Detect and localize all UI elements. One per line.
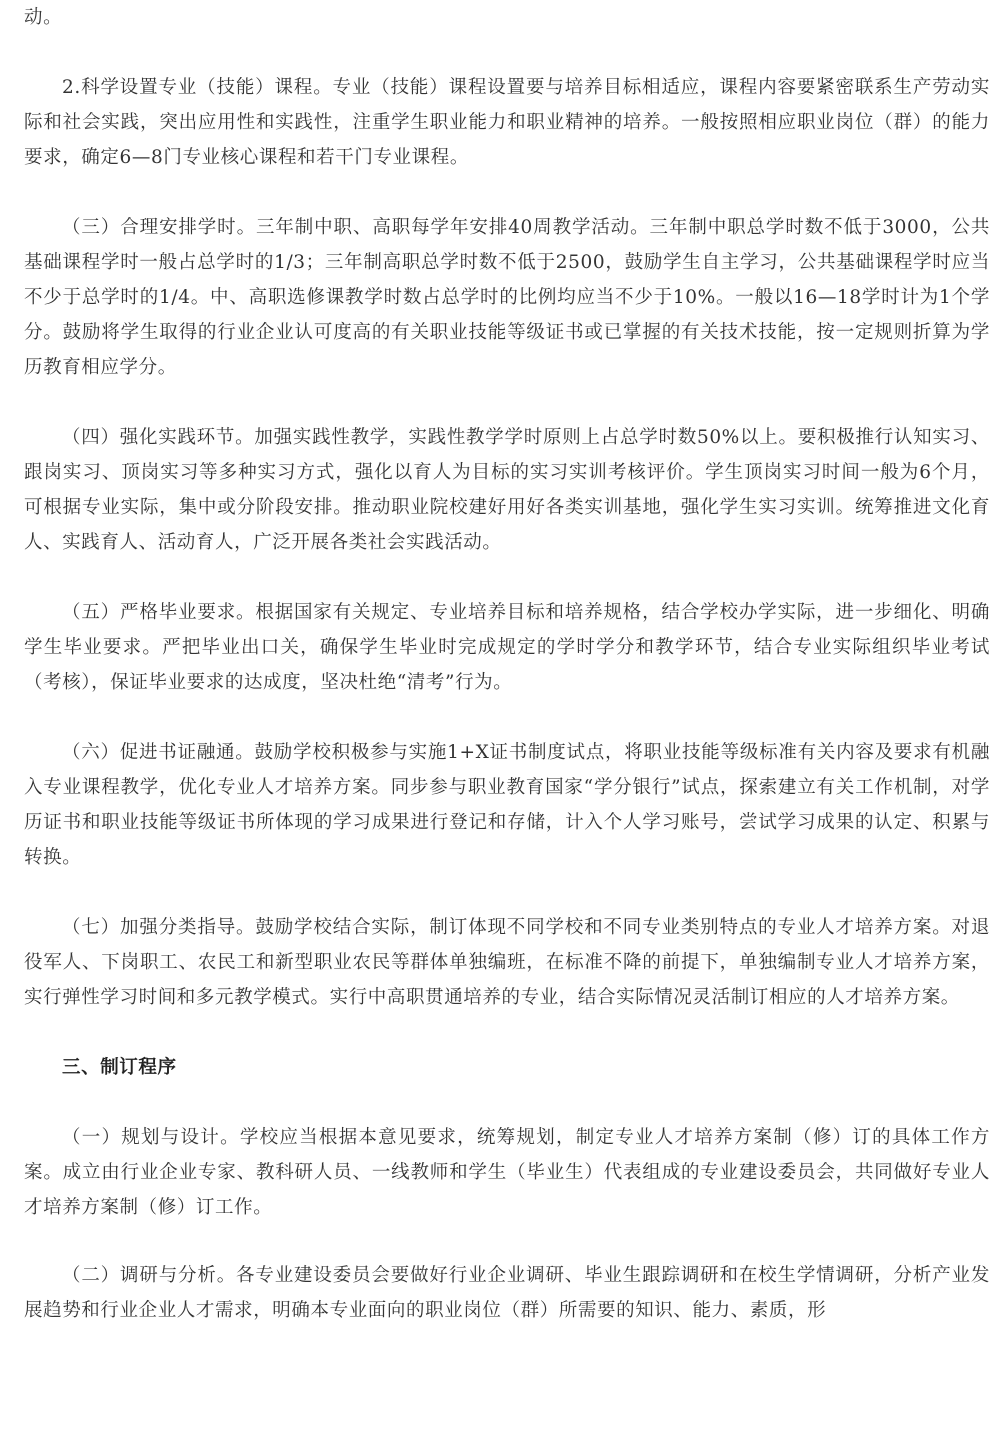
paragraph-graduation: （五）严格毕业要求。根据国家有关规定、专业培养目标和培养规格，结合学校办学实际，进一步细化、明确学生毕业要求。严把毕业出口关，确保学生毕业时完成规定的学时学分和教学环节，结合专业实际组织毕业考试（考核），保证毕业要求的达成度，坚决杜绝“清考”行为。 [24,602,990,693]
paragraph-continuation: 动。 [24,7,63,28]
section-heading: 三、制订程序 [62,1057,177,1078]
paragraph-practice: （四）强化实践环节。加强实践性教学，实践性教学学时原则上占总学时数50%以上。要积极推行认知实习、跟岗实习、顶岗实习等多种实习方式，强化以育人为目标的实习实训考核评价。学生顶岗实习时间一般为6个月，可根据专业实际，集中或分阶段安排。推动职业院校建好用好各类实训基地，强化学生实习实训。统筹推进文化育人、实践育人、活动育人，广泛开展各类社会实践活动。 [24,427,990,553]
paragraph-professional-courses: 2.科学设置专业（技能）课程。专业（技能）课程设置要与培养目标相适应，课程内容要紧密联系生产劳动实际和社会实践，突出应用性和实践性，注重学生职业能力和职业精神的培养。一般按照相应职业岗位（群）的能力要求，确定6—8门专业核心课程和若干门专业课程。 [24,77,990,168]
document-page [24,0,990,1328]
paragraph-certificates: （六）促进书证融通。鼓励学校积极参与实施1+X证书制度试点，将职业技能等级标准有关内容及要求有机融入专业课程教学，优化专业人才培养方案。同步参与职业教育国家“学分银行”试点，探索建立有关工作机制，对学历证书和职业技能等级证书所体现的学习成果进行登记和存储，计入个人学习账号，尝试学习成果的认定、积累与转换。 [24,742,990,868]
paragraph-planning: （一）规划与设计。学校应当根据本意见要求，统筹规划，制定专业人才培养方案制（修）订的具体工作方案。成立由行业企业专家、教科研人员、一线教师和学生（毕业生）代表组成的专业建设委员会，共同做好专业人才培养方案制（修）订工作。 [24,1127,990,1218]
paragraph-research: （二）调研与分析。各专业建设委员会要做好行业企业调研、毕业生跟踪调研和在校生学情调研，分析产业发展趋势和行业企业人才需求，明确本专业面向的职业岗位（群）所需要的知识、能力、素质，形 [24,1265,990,1321]
paragraph-classified-guidance: （七）加强分类指导。鼓励学校结合实际，制订体现不同学校和不同专业类别特点的专业人才培养方案。对退役军人、下岗职工、农民工和新型职业农民等群体单独编班，在标准不降的前提下，单独编制专业人才培养方案，实行弹性学习时间和多元教学模式。实行中高职贯通培养的专业，结合实际情况灵活制订相应的人才培养方案。 [24,917,990,1008]
paragraph-class-hours: （三）合理安排学时。三年制中职、高职每学年安排40周教学活动。三年制中职总学时数不低于3000，公共基础课程学时一般占总学时的1/3；三年制高职总学时数不低于2500，鼓励学生自主学习，公共基础课程学时应当不少于总学时的1/4。中、高职选修课教学时数占总学时的比例均应当不少于10%。一般以16—18学时计为1个学分。鼓励将学生取得的行业企业认可度高的有关职业技能等级证书或已掌握的有关技术技能，按一定规则折算为学历教育相应学分。 [24,217,990,378]
